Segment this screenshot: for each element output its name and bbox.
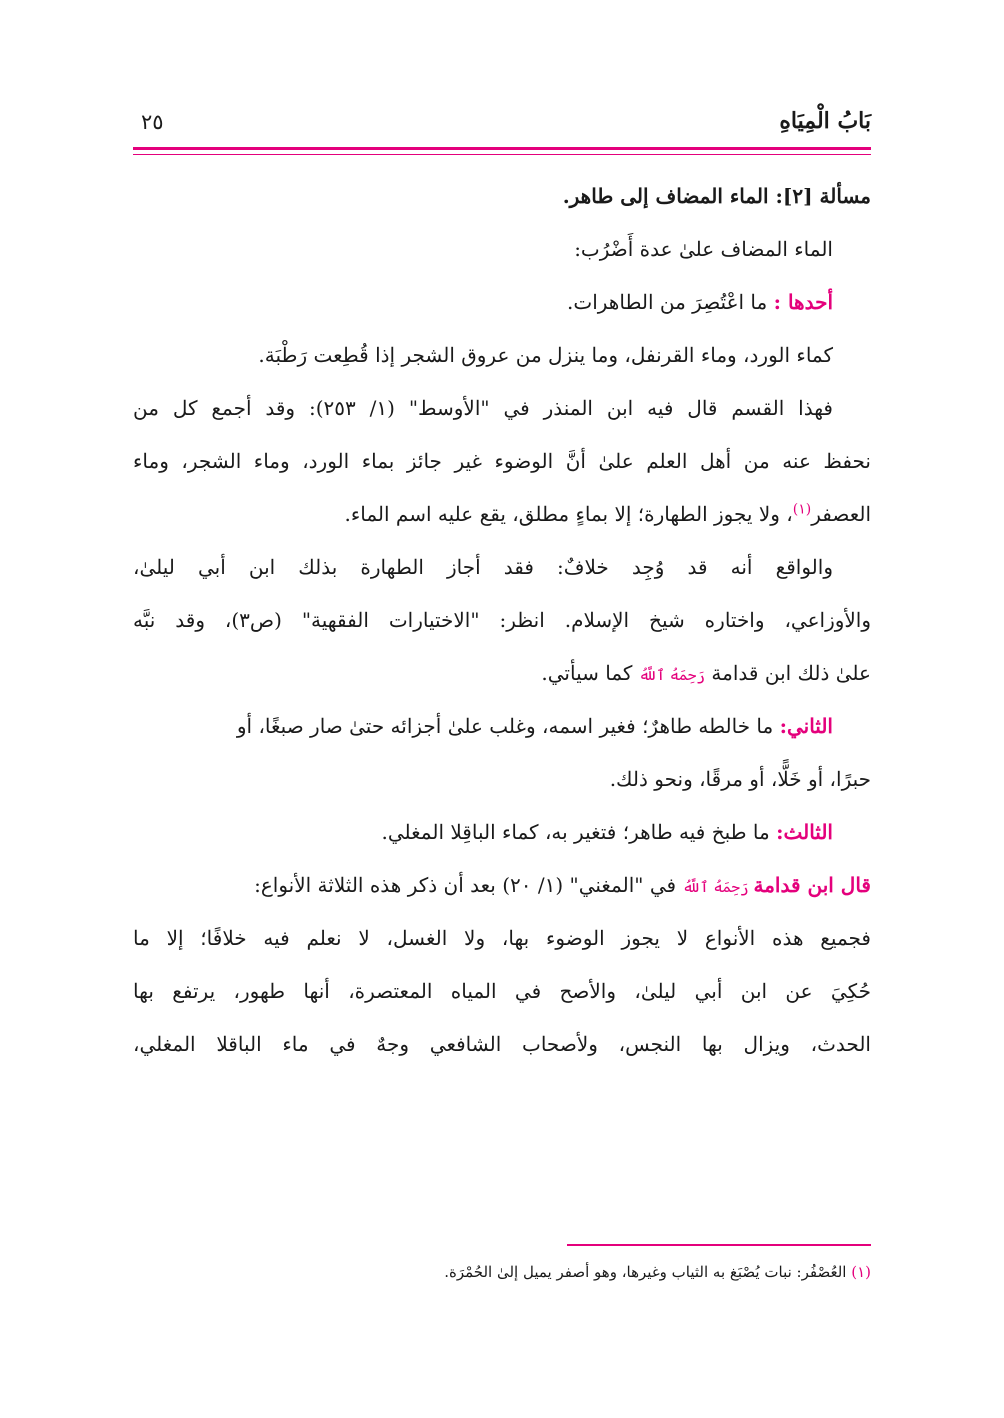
text-span: ، ولا يجوز الطهارة؛ إلا بماءٍ مطلق، يقع عليه اسم الماء. (344, 502, 793, 526)
text-line (133, 859, 871, 912)
text-line (133, 488, 871, 541)
footnote (133, 1263, 871, 1281)
section-label-second: الثاني: (779, 714, 833, 738)
chapter-title: بَابُ الْمِيَاهِ (779, 108, 871, 134)
text-line (133, 700, 871, 753)
text-line (133, 276, 871, 329)
issue-heading: مسألة [٢]: الماء المضاف إلى طاهر. (562, 184, 871, 208)
text-span: ما خالطه طاهرٌ؛ فغير اسمه، وغلب علىٰ أجزائه حتىٰ صار صبغًا، أو (236, 714, 780, 738)
footnote-reference: (١) (792, 501, 812, 518)
text-span: ما طبخ فيه طاهر؛ فتغير به، كماء الباقِلا المغلي. (381, 820, 777, 844)
text-span: علىٰ ذلك ابن قدامة (705, 661, 871, 685)
quote-attribution: قال ابن قدامة (753, 873, 871, 897)
text-line: الماء المضاف علىٰ عدة أَضْرُب: (574, 237, 833, 261)
text-line: نحفظ عنه من أهل العلم علىٰ أنَّ الوضوء غير جائز بماء الورد، وماء الشجر، وماء (133, 449, 871, 473)
text-span: في "المغني" (١/ ٢٠) بعد أن ذكر هذه الثلاثة الأنواع: (254, 873, 683, 897)
text-line: فهذا القسم قال فيه ابن المنذر في "الأوسط" (١/ ٢٥٣): وقد أجمع كل من (133, 396, 833, 420)
footnote-separator (567, 1244, 871, 1246)
honorific: رَحِمَهُ ٱللَّهُ (682, 878, 754, 896)
text-line: حبرًا، أو خَلًّا، أو مرقًا، ونحو ذلك. (609, 767, 871, 791)
text-line: فجميع هذه الأنواع لا يجوز الوضوء بها، ولا الغسل، لا نعلم فيه خلافًا؛ إلا ما (133, 926, 871, 950)
page-number: ٢٥ (141, 110, 164, 134)
text-line: والواقع أنه قد وُجِد خلافٌ: فقد أجاز الطهارة بذلك ابن أبي ليلىٰ، (133, 555, 833, 579)
section-label-first: أحدها : (773, 290, 833, 314)
section-label-third: الثالث: (776, 820, 833, 844)
text-line (133, 647, 871, 700)
footnote-text: العُصْفُر: نبات يُصْبَغ به الثياب وغيرها، وهو أصفر يميل إلىٰ الحُمْرَة. (444, 1263, 852, 1281)
page-header (133, 108, 871, 148)
text-line: حُكِيَ عن ابن أبي ليلىٰ، والأصح في المياه المعتصرة، أنها طهور، يرتفع بها (133, 979, 871, 1003)
main-text (133, 170, 871, 1071)
header-rule-thin (133, 154, 871, 155)
text-line: والأوزاعي، واختاره شيخ الإسلام. انظر: "الاختيارات الفقهية" (ص٣)، وقد نبَّه (133, 608, 871, 632)
text-line: الحدث، ويزال بها النجس، ولأصحاب الشافعي وجهٌ في ماء الباقلا المغلي، (133, 1032, 871, 1056)
text-span: العصفر (811, 502, 871, 526)
header-rule-thick (133, 147, 871, 150)
text-span: ما اعْتُصِرَ من الطاهرات. (567, 290, 774, 314)
honorific: رَحِمَهُ ٱللَّهُ (638, 666, 706, 684)
text-line: كماء الورد، وماء القرنفل، وما ينزل من عروق الشجر إذا قُطِعت رَطْبَة. (258, 343, 833, 367)
footnote-number: (١) (851, 1263, 871, 1281)
text-line (133, 806, 871, 859)
text-span: كما سيأتي. (541, 661, 639, 685)
